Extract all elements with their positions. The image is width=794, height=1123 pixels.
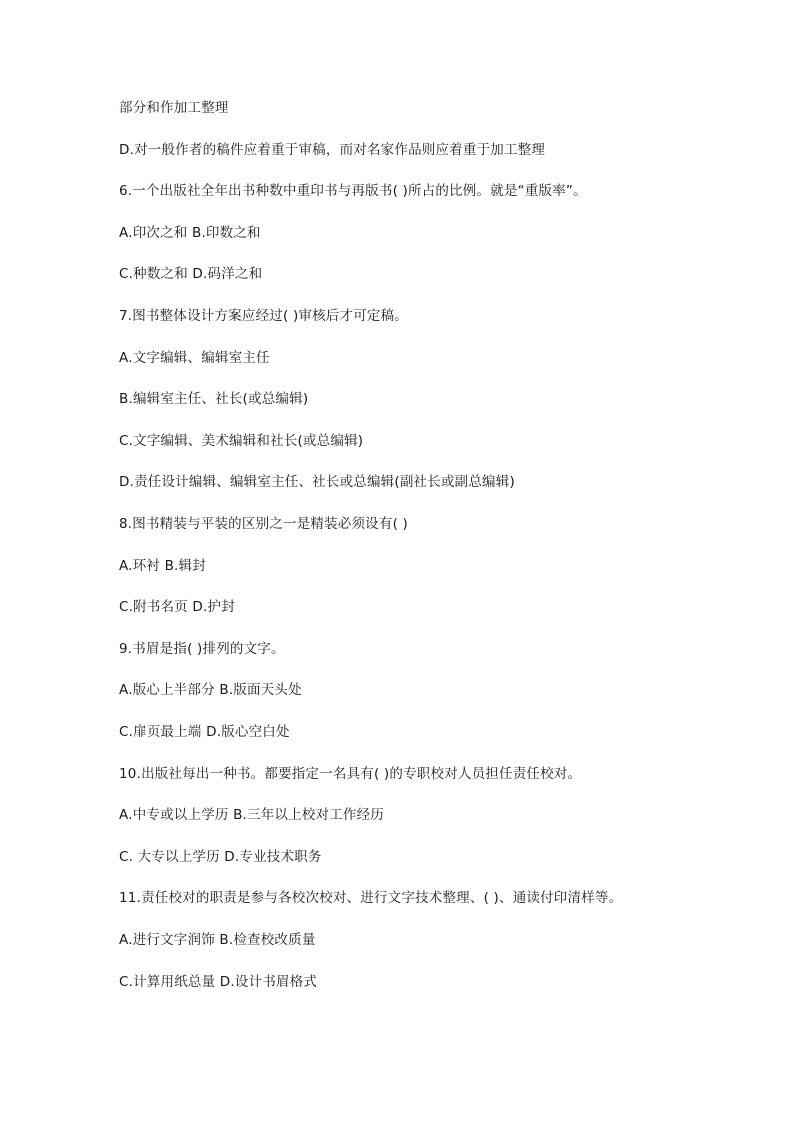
question-7-option-c: C.文字编辑、美术编辑和社长(或总编辑) <box>119 433 364 449</box>
question-7-option-a: A.文字编辑、编辑室主任 <box>119 350 270 366</box>
question-11-options-ab: A.进行文字润饰 B.检查校改质量 <box>119 932 316 948</box>
question-8: 8.图书精装与平装的区别之一是精装必须设有( ) <box>119 516 409 532</box>
question-9-options-ab: A.版心上半部分 B.版面天头处 <box>119 682 302 698</box>
option-line-d: D.对一般作者的稿件应着重于审稿，而对名家作品则应着重于加工整理 <box>119 142 546 158</box>
question-7-option-b: B.编辑室主任、社长(或总编辑) <box>119 391 309 407</box>
question-6-options-cd: C.种数之和 D.码洋之和 <box>119 266 263 282</box>
question-9: 9.书眉是指( )排列的文字。 <box>119 641 285 657</box>
question-6: 6.一个出版社全年出书种数中重印书与再版书( )所占的比例。就是“重版率”。 <box>119 183 587 199</box>
question-9-options-cd: C.扉页最上端 D.版心空白处 <box>119 724 290 740</box>
question-11-options-cd: C.计算用纸总量 D.设计书眉格式 <box>119 974 318 990</box>
question-7-option-d: D.责任设计编辑、编辑室主任、社长或总编辑(副社长或副总编辑) <box>119 474 515 490</box>
question-8-options-ab: A.环衬 B.辑封 <box>119 558 206 574</box>
question-7: 7.图书整体设计方案应经过( )审核后才可定稿。 <box>119 308 409 324</box>
question-6-options-ab: A.印次之和 B.印数之和 <box>119 225 261 241</box>
question-8-options-cd: C.附书名页 D.护封 <box>119 599 235 615</box>
question-10-options-ab: A.中专或以上学历 B.三年以上校对工作经历 <box>119 807 385 823</box>
question-10: 10.出版社每出一种书。都要指定一名具有( )的专职校对人员担任责任校对。 <box>119 766 582 782</box>
text-line-continuation: 部分和作加工整理 <box>119 100 229 116</box>
question-10-options-cd: C. 大专以上学历 D.专业技术职务 <box>119 849 322 865</box>
question-11: 11.责任校对的职责是参与各校次校对、进行文字技术整理、( )、通读付印清样等。 <box>119 890 623 906</box>
